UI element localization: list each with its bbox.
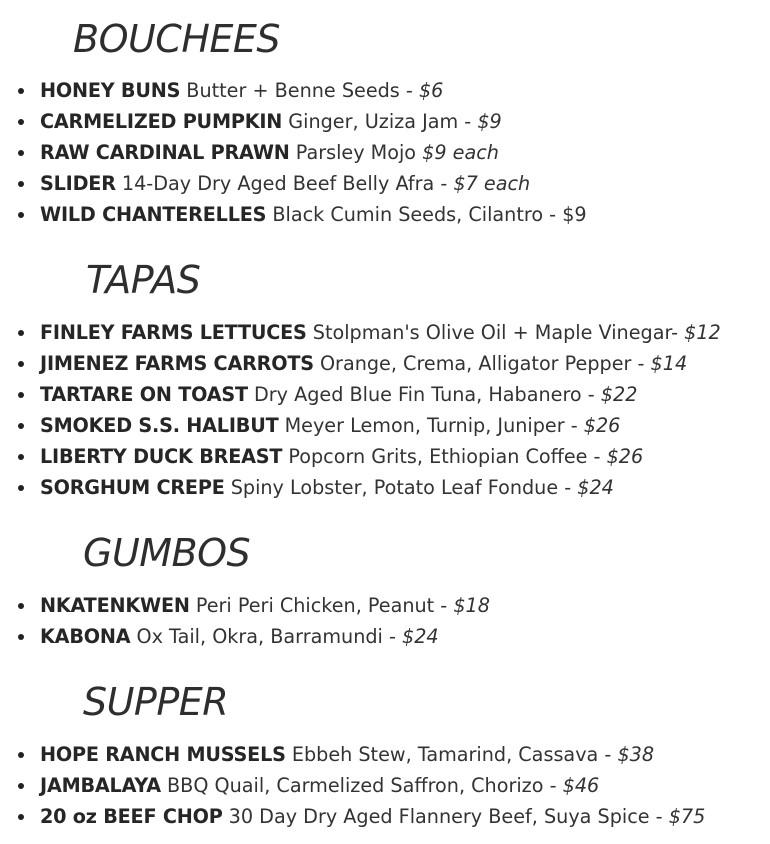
menu-item — [0, 168, 587, 199]
item-description: Peri Peri Chicken, Peanut - — [189, 594, 454, 617]
section-title: SUPPER — [83, 680, 229, 724]
item-name: JAMBALAYA — [40, 774, 161, 797]
item-description: Dry Aged Blue Fin Tuna, Habanero - — [247, 383, 601, 406]
item-name: FINLEY FARMS LETTUCES — [40, 321, 307, 344]
item-description: Spiny Lobster, Potato Leaf Fondue - — [224, 476, 578, 499]
item-name: RAW CARDINAL PRAWN — [40, 141, 290, 164]
item-description: Meyer Lemon, Turnip, Juniper - — [278, 414, 584, 437]
item-description: Ox Tail, Okra, Barramundi - — [130, 625, 403, 648]
menu-item — [0, 317, 721, 348]
item-name: SORGHUM CREPE — [40, 476, 225, 499]
item-price: $26 — [583, 414, 621, 437]
item-price: $9 — [477, 110, 502, 133]
menu-item — [0, 410, 721, 441]
menu-item — [0, 441, 721, 472]
item-name: SMOKED S.S. HALIBUT — [40, 414, 279, 437]
item-description: Black Cumin Seeds, Cilantro - $9 — [266, 203, 587, 226]
item-description: Orange, Crema, Alligator Pepper - — [313, 352, 651, 375]
item-price: $26 — [606, 445, 644, 468]
menu-item — [0, 379, 721, 410]
menu-item — [0, 348, 721, 379]
item-description: 14-Day Dry Aged Beef Belly Afra - — [115, 172, 454, 195]
item-price: $6 — [418, 79, 444, 102]
menu-item — [0, 590, 490, 621]
item-name: HONEY BUNS — [40, 79, 181, 102]
item-price: $24 — [402, 625, 439, 648]
menu-list — [0, 75, 587, 230]
item-name: JIMENEZ FARMS CARROTS — [40, 352, 314, 375]
item-name: SLIDER — [40, 172, 116, 195]
item-name: NKATENKWEN — [40, 594, 190, 617]
item-price: $38 — [617, 743, 655, 766]
menu-list — [0, 739, 705, 832]
item-price: $22 — [600, 383, 638, 406]
item-name: KABONA — [40, 625, 131, 648]
item-name: 20 oz BEEF CHOP — [40, 805, 223, 828]
menu-item — [0, 739, 705, 770]
item-name: HOPE RANCH MUSSELS — [40, 743, 286, 766]
item-description: 30 Day Dry Aged Flannery Beef, Suya Spice - — [222, 805, 669, 828]
menu-item — [0, 106, 587, 137]
item-description: Butter + Benne Seeds - — [180, 79, 419, 102]
menu-list — [0, 590, 490, 652]
item-price: $24 — [577, 476, 614, 499]
item-price: $12 — [684, 321, 721, 344]
menu-item — [0, 770, 705, 801]
menu-item — [0, 199, 587, 230]
section-title: BOUCHEES — [73, 17, 281, 61]
item-price: $9 each — [422, 141, 499, 164]
item-price: $14 — [650, 352, 688, 375]
item-price: $18 — [453, 594, 490, 617]
item-description: BBQ Quail, Carmelized Saffron, Chorizo - — [160, 774, 563, 797]
item-description: Parsley Mojo — [289, 141, 423, 164]
section-title: TAPAS — [86, 258, 201, 302]
item-name: LIBERTY DUCK BREAST — [40, 445, 283, 468]
item-description: Stolpman's Olive Oil + Maple Vinegar- — [306, 321, 685, 344]
item-name: TARTARE ON TOAST — [40, 383, 248, 406]
item-price: $75 — [668, 805, 706, 828]
section-title: GUMBOS — [83, 531, 251, 575]
item-price: $46 — [562, 774, 600, 797]
item-description: Ginger, Uziza Jam - — [282, 110, 478, 133]
item-name: WILD CHANTERELLES — [40, 203, 267, 226]
menu-list — [0, 317, 721, 503]
menu-item — [0, 801, 705, 832]
item-price: $7 each — [453, 172, 531, 195]
menu-item — [0, 137, 587, 168]
item-description: Popcorn Grits, Ethiopian Coffee - — [282, 445, 607, 468]
menu-item — [0, 472, 721, 503]
menu-item — [0, 75, 587, 106]
item-description: Ebbeh Stew, Tamarind, Cassava - — [285, 743, 618, 766]
menu-item — [0, 621, 490, 652]
item-name: CARMELIZED PUMPKIN — [40, 110, 283, 133]
